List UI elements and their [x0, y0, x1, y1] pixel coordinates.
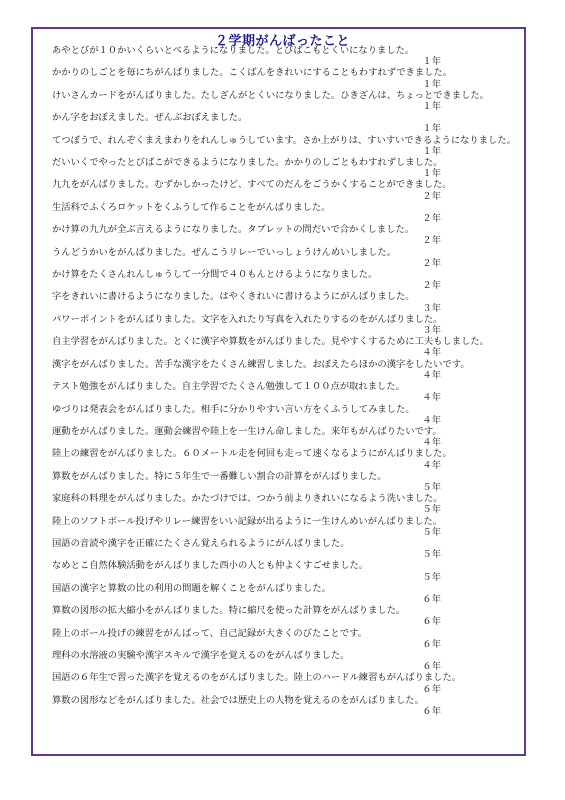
entry-item [43, 135, 523, 157]
entry-text: 国語の音読や漢字を正確にたくさん覚えられるようにがんばりました。 [52, 537, 350, 549]
entry-item [43, 404, 523, 426]
entry-grade: ２年 [422, 190, 441, 202]
entry-item [43, 224, 523, 246]
entry-item [43, 336, 523, 358]
entry-text: 字をきれいに書けるようになりました。はやくきれいに書けるようにがんばりました。 [52, 291, 415, 303]
entry-grade: ４年 [422, 347, 441, 359]
entry-grade: ２年 [422, 213, 441, 225]
entry-grade: １年 [422, 56, 441, 68]
entry-item [43, 314, 523, 336]
entry-text: てつぼうで、れんぞくまえまわりをれんしゅうしています。さか上がりは、すいすいできるようになりました。 [52, 134, 516, 146]
entry-item [43, 628, 523, 650]
entry-text: 生活科でふくろロケットをくふうして作ることをがんばりました。 [52, 201, 331, 213]
entry-grade: ２年 [422, 257, 441, 269]
entry-item [43, 516, 523, 538]
entry-text: 家庭科の料理をがんばりました。かたづけでは、つかう前よりきれいになるよう洗いました。 [52, 493, 443, 505]
entry-text: かかりのしごとを毎にちがんばりました。こくばんをきれいにすることもわすれずできました。 [52, 67, 453, 79]
entry-item [43, 359, 523, 381]
entry-grade: ５年 [422, 549, 441, 561]
entry-item [43, 45, 523, 67]
entry-text: パワーポイントをがんばりました。文字を入れたり写真を入れたりするのをがんばりました。 [52, 313, 443, 325]
entry-grade: ６年 [422, 683, 441, 695]
entry-text: 理科の水溶液の実験や漢字スキルで漢字を覚えるのをがんばりました。 [52, 649, 350, 661]
entry-item [43, 157, 523, 179]
entry-grade: ４年 [422, 459, 441, 471]
entry-item [43, 426, 523, 448]
entry-item [43, 112, 523, 134]
entry-item [43, 560, 523, 582]
entry-item [43, 247, 523, 269]
entry-item [43, 493, 523, 515]
entry-item [43, 672, 523, 694]
entry-item [43, 605, 523, 627]
entry-grade: ６年 [422, 638, 441, 650]
entry-grade: ６年 [422, 705, 441, 717]
page-title: ２学期がんばったこと [214, 34, 350, 49]
entry-item [43, 291, 523, 313]
entry-text: だいいくでやったとびばこができるようになりました。かかりのしごともわすれずしました。 [52, 157, 443, 169]
entry-text: けいさんカードをがんばりました。たしざんがとくいになりました。ひきざんは、ちょっとできました。 [52, 89, 489, 101]
entry-item [43, 583, 523, 605]
entry-grade: １年 [422, 123, 441, 135]
entry-grade: １年 [422, 145, 441, 157]
entry-text: うんどうかいをがんばりました。ぜんこうリレーでいっしょうけんめいしました。 [52, 246, 396, 258]
entry-text: かけ算の九九が全ぶ言えるようになりました。タブレットの問だいで合かくしました。 [52, 224, 415, 236]
entry-item [43, 381, 523, 403]
entry-grade: ４年 [422, 414, 441, 426]
entry-text: 陸上のソフトボール投げやリレー練習をいい記録が出るように一生けんめいがんばりました。 [52, 515, 443, 527]
entry-grade: ５年 [422, 481, 441, 493]
entry-text: 算数の図形などをがんばりました。社会では歴史上の人物を覚えるのをがんばりました。 [52, 694, 424, 706]
entry-text: 算数の図形の拡大縮小をがんばりました。特に縮尺を使った計算をがんばりました。 [52, 605, 406, 617]
entry-text: かけ算をたくさんれんしゅうして一分間で４０もんとけるようになりました。 [52, 269, 378, 281]
entry-grade: ４年 [422, 369, 441, 381]
entry-grade: ３年 [422, 325, 441, 337]
entry-text: テスト勉強をがんばりました。自主学習でたくさん勉強して１００点が取れました。 [52, 381, 405, 393]
entry-text: 国語の６年生で習った漢字を覚えるのをがんばりました。陸上のハードル練習もがんばりました。 [52, 672, 462, 684]
entry-grade: ２年 [422, 280, 441, 292]
entry-grade: ４年 [422, 437, 441, 449]
entries-list [43, 45, 523, 717]
entry-grade: ５年 [422, 526, 441, 538]
entry-grade: １年 [422, 168, 441, 180]
entry-grade: ５年 [422, 571, 441, 583]
entry-text: ゆづりは発表会をがんばりました。相手に分かりやすい言い方をくふうしてみました。 [52, 403, 415, 415]
entry-grade: １年 [422, 101, 441, 113]
entry-text: 国語の漢字と算数の比の利用の問題を解くことをがんばりました。 [52, 582, 331, 594]
entry-grade: ３年 [422, 302, 441, 314]
entry-text: 漢字をがんばりました。苦手な漢字をたくさん練習しました。おぼえたらほかの漢字をしたいです。 [52, 358, 470, 370]
entry-item [43, 67, 523, 89]
entry-item [43, 202, 523, 224]
entry-item [43, 695, 523, 717]
entry-text: 算数をがんばりました。特に５年生で一番難しい割合の計算をがんばりました。 [52, 470, 387, 482]
entry-grade: ２年 [422, 235, 441, 247]
entry-text: なめとこ自然体験活動をがんばりました西小の人とも仲よくすごせました。 [52, 560, 369, 572]
entry-grade: ４年 [422, 392, 441, 404]
entry-grade: １年 [422, 78, 441, 90]
entry-text: 陸上の練習をがんばりました。６０メートル走を何回も走って速くなるようにがんばりました。 [52, 448, 452, 460]
entry-item [43, 538, 523, 560]
entry-text: 自主学習をがんばりました。とくに漢字や算数をがんばりました。見やすくするために工夫もしました。 [52, 336, 489, 348]
entry-text: 運動をがんばりました。運動会練習や陸上を一生けん命しました。来年もがんばりたいです。 [52, 425, 442, 437]
entry-item [43, 179, 523, 201]
entry-grade: ６年 [422, 593, 441, 605]
entry-text: あやとびが１０かいくらいとべるようになりました。とびばこもとくいになりました。 [52, 45, 415, 56]
entry-item [43, 650, 523, 672]
entry-grade: ６年 [422, 661, 441, 673]
entry-text: かん字をおぼえました。ぜんぶおぼえました。 [52, 112, 248, 124]
entry-grade: ６年 [422, 616, 441, 628]
entry-item [43, 90, 523, 112]
entry-grade: ５年 [422, 504, 441, 516]
entry-item [43, 269, 523, 291]
entry-item [43, 448, 523, 470]
entry-text: 陸上のボール投げの練習をがんばって、自己記録が大きくのびたことです。 [52, 627, 367, 639]
entry-item [43, 471, 523, 493]
entry-text: 九九をがんばりました。むずかしかったけど、すべてのだんをごうかくすることができました。 [52, 179, 452, 191]
